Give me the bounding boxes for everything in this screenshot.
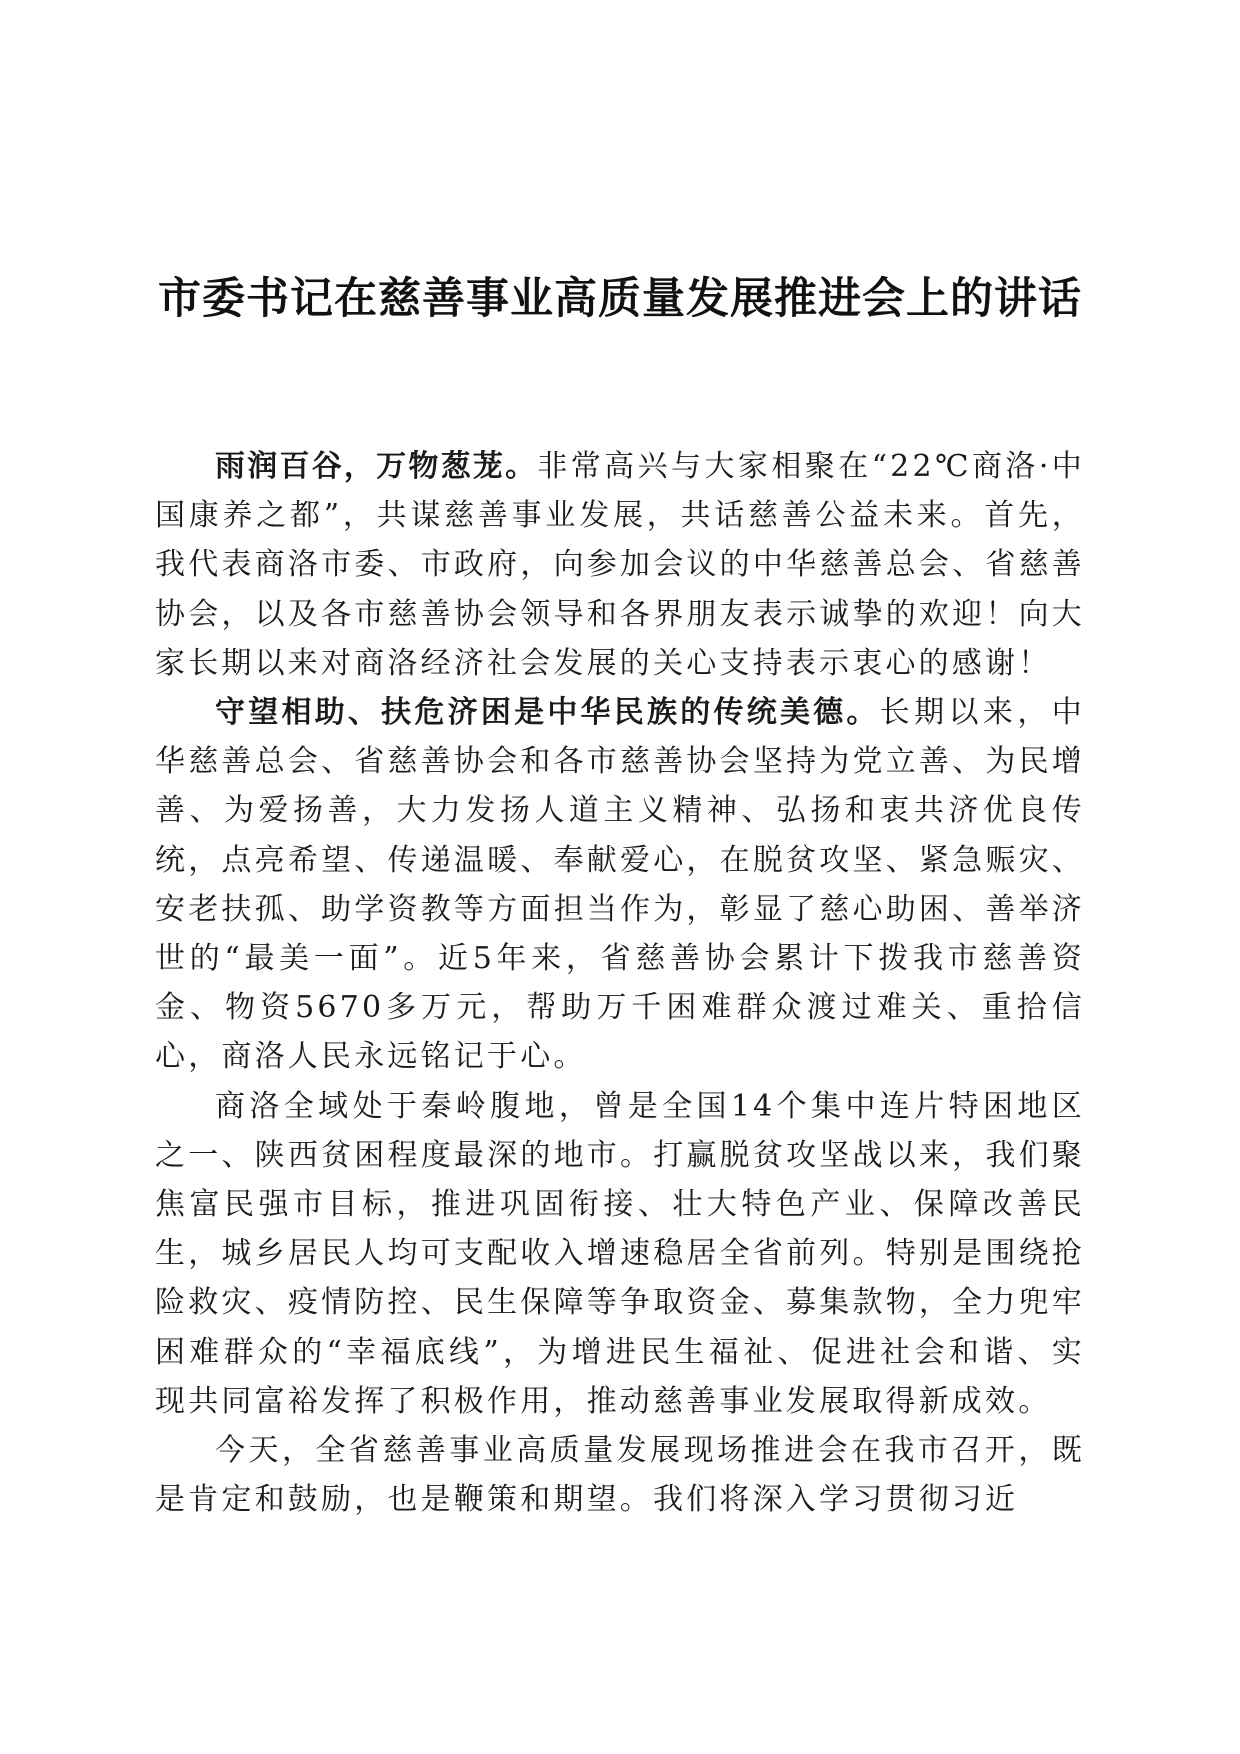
paragraph-3-text: 商洛全域处于秦岭腹地，曾是全国14个集中连片特困地区之一、陕西贫困程度最深的地市。打赢脱贫攻坚战以来，我们聚焦富民强市目标，推进巩固衔接、壮大特色产业、保障改善民生，城乡居民人均可支配收入增速稳居全省前列。特别是围绕抢险救灾、疫情防控、民生保障等争取资金、募集款物，全力兜牢困难群众的“幸福底线”，为增进民生福祉、促进社会和谐、实现共同富裕发挥了积极作用，推动慈善事业发展取得新成效。	[155, 1088, 1085, 1419]
paragraph-1	[155, 442, 1085, 688]
paragraph-1-lead: 雨润百谷，万物葱茏。	[215, 449, 538, 484]
paragraph-3	[155, 1082, 1085, 1426]
paragraph-4-text: 今天，全省慈善事业高质量发展现场推进会在我市召开，既是肯定和鼓励，也是鞭策和期望。我们将深入学习贯彻习近	[155, 1433, 1085, 1518]
paragraph-4	[155, 1426, 1085, 1524]
paragraph-2-text: 长期以来，中华慈善总会、省慈善协会和各市慈善协会坚持为党立善、为民增善、为爱扬善，大力发扬人道主义精神、弘扬和衷共济优良传统，点亮希望、传递温暖、奉献爱心，在脱贫攻坚、紧急赈灾、安老扶孤、助学资教等方面担当作为，彰显了慈心助困、善举济世的“最美一面”。近5年来，省慈善协会累计下拨我市慈善资金、物资5670多万元，帮助万千困难群众渡过难关、重拾信心，商洛人民永远铭记于心。	[155, 695, 1085, 1075]
document-body	[155, 442, 1085, 1524]
paragraph-2	[155, 688, 1085, 1082]
paragraph-1-text: 非常高兴与大家相聚在“22℃商洛·中国康养之都”，共谋慈善事业发展，共话慈善公益未来。首先，我代表商洛市委、市政府，向参加会议的中华慈善总会、省慈善协会，以及各市慈善协会领导和各界朋友表示诚挚的欢迎！向大家长期以来对商洛经济社会发展的关心支持表示衷心的感谢！	[155, 449, 1085, 681]
document-title: 市委书记在慈善事业高质量发展推进会上的讲话	[158, 274, 1082, 324]
paragraph-2-lead: 守望相助、扶危济困是中华民族的传统美德。	[215, 695, 880, 731]
